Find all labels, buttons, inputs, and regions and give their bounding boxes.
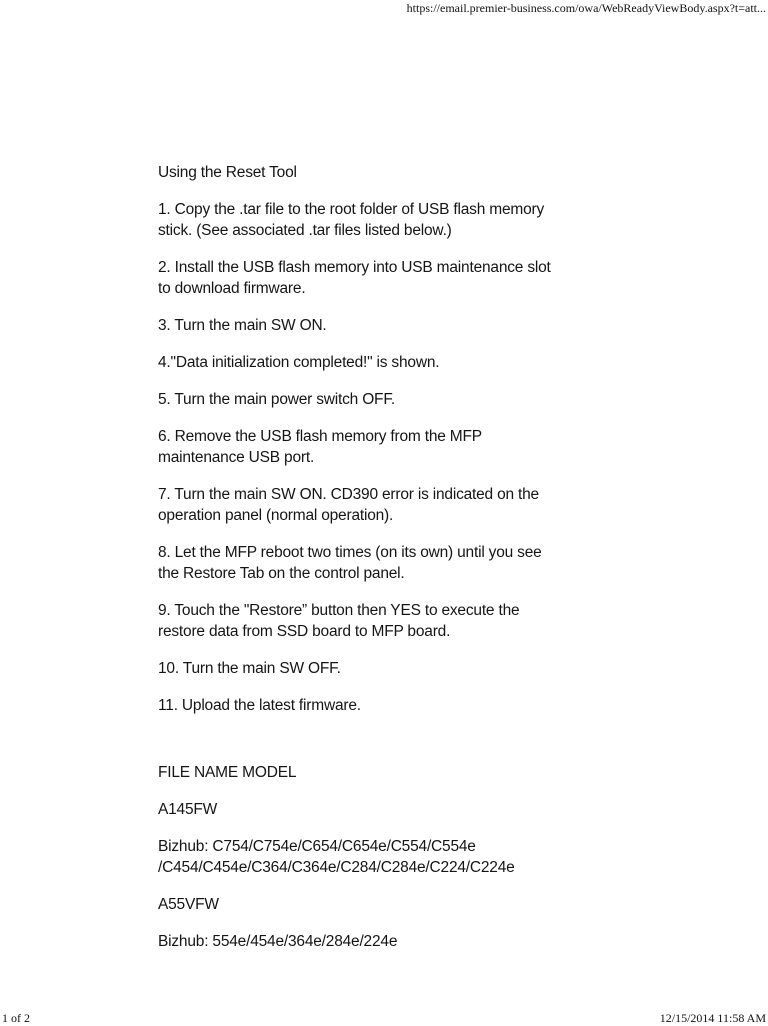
file-1-models-line-2: /C454/C454e/C364/C364e/C284/C284e/C224/C224e	[158, 859, 515, 876]
step-8	[158, 542, 628, 584]
step-8-line-1: 8. Let the MFP reboot two times (on its own) until you see	[158, 544, 542, 561]
document-body	[158, 162, 628, 968]
step-8-line-2: the Restore Tab on the control panel.	[158, 565, 405, 582]
print-footer-timestamp: 12/15/2014 11:58 AM	[659, 1011, 766, 1025]
step-2	[158, 257, 628, 299]
step-10	[158, 658, 628, 679]
step-1	[158, 199, 628, 241]
step-2-line-1: 2. Install the USB flash memory into USB maintenance slot	[158, 259, 551, 276]
step-6	[158, 426, 628, 468]
step-3	[158, 315, 628, 336]
step-1-line-1: 1. Copy the .tar file to the root folder of USB flash memory	[158, 201, 545, 218]
step-2-line-2: to download firmware.	[158, 280, 306, 297]
files-heading: FILE NAME MODEL	[158, 764, 297, 781]
step-5	[158, 389, 628, 410]
step-3-line-1: 3. Turn the main SW ON.	[158, 317, 327, 334]
step-6-line-1: 6. Remove the USB flash memory from the MFP	[158, 428, 482, 445]
step-4	[158, 352, 628, 373]
step-9-line-2: restore data from SSD board to MFP board.	[158, 623, 451, 640]
print-footer-page: 1 of 2	[2, 1011, 30, 1025]
step-6-line-2: maintenance USB port.	[158, 449, 315, 466]
print-header-url: https://email.premier-business.com/owa/WebReadyViewBody.aspx?t=att...	[406, 1, 766, 15]
step-9	[158, 600, 628, 642]
step-11	[158, 695, 628, 716]
step-7	[158, 484, 628, 526]
section-spacer	[158, 732, 628, 762]
step-5-line-1: 5. Turn the main power switch OFF.	[158, 391, 395, 408]
document-title: Using the Reset Tool	[158, 164, 297, 181]
file-2-models-line-1: Bizhub: 554e/454e/364e/284e/224e	[158, 933, 398, 950]
step-7-line-2: operation panel (normal operation).	[158, 507, 394, 524]
step-1-line-2: stick. (See associated .tar files listed below.)	[158, 222, 452, 239]
file-1-name: A145FW	[158, 801, 218, 818]
step-7-line-1: 7. Turn the main SW ON. CD390 error is indicated on the	[158, 486, 539, 503]
step-4-line-1: 4."Data initialization completed!" is shown.	[158, 354, 440, 371]
file-2-models	[158, 931, 628, 952]
file-1-models	[158, 836, 628, 878]
step-10-line-1: 10. Turn the main SW OFF.	[158, 660, 341, 677]
step-9-line-1: 9. Touch the "Restore” button then YES to execute the	[158, 602, 520, 619]
step-11-line-1: 11. Upload the latest firmware.	[158, 697, 361, 714]
file-2-name: A55VFW	[158, 896, 219, 913]
file-1-models-line-1: Bizhub: C754/C754e/C654/C654e/C554/C554e	[158, 838, 476, 855]
